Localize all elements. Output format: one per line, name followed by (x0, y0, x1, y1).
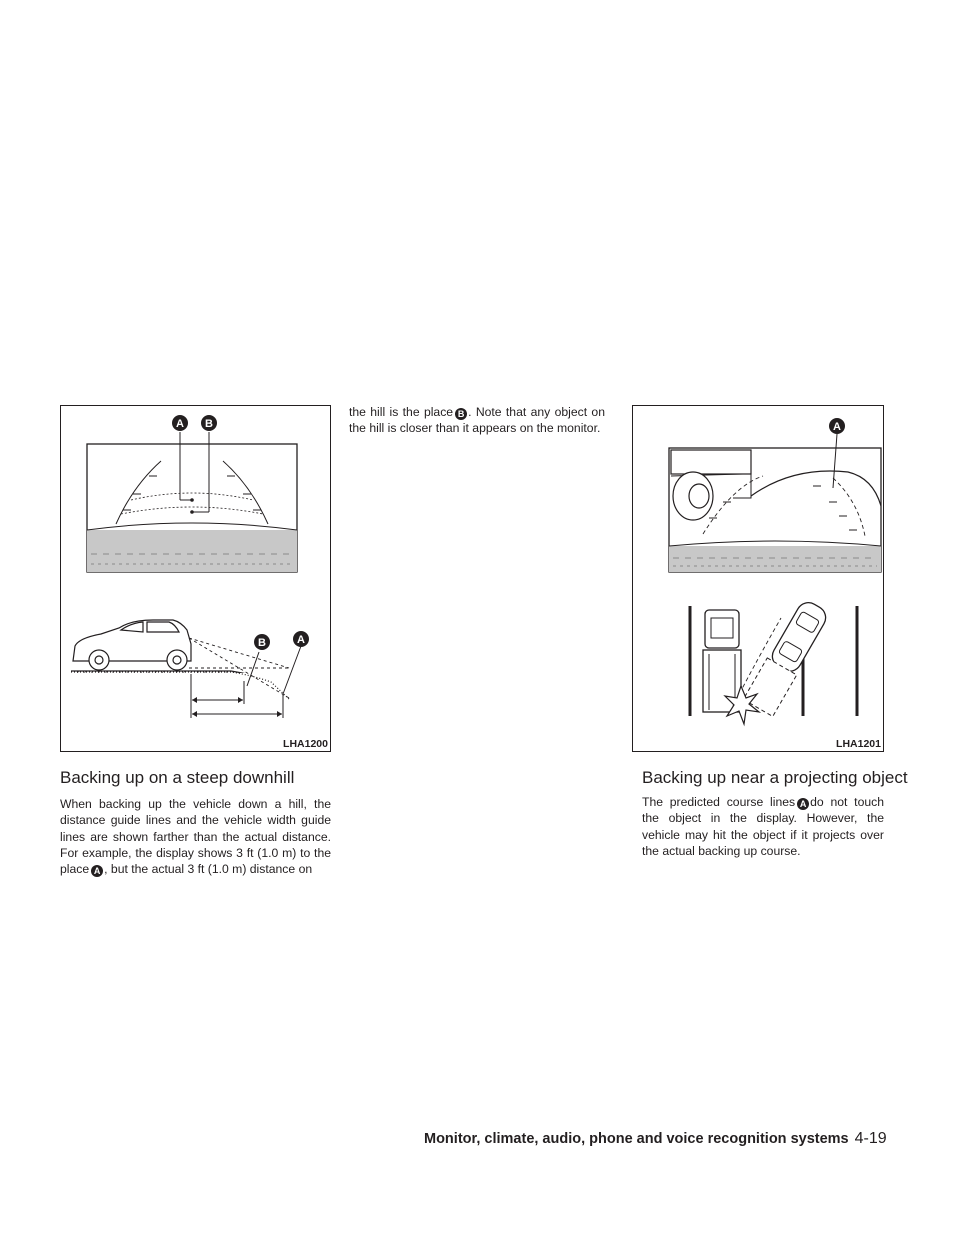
footer-section-title: Monitor, climate, audio, phone and voice recognition systems (424, 1131, 849, 1147)
callout-label-a: A (297, 634, 305, 646)
projecting-object-illustration (633, 406, 882, 750)
page-number: 4-19 (854, 1130, 887, 1147)
figure-code: LHA1200 (283, 738, 328, 750)
callout-label-b: B (258, 637, 266, 649)
page-footer (424, 1130, 887, 1148)
callout-a-icon: A (91, 865, 103, 877)
paragraph-downhill-1: When backing up the vehicle down a hill, the distance guide lines and the vehicle width guide lines are shown farther than the actual distance. For example, the display shows 3 ft (1.0 m) to the place A , but the actual 3 ft (1.0 m) distance on (60, 797, 331, 877)
paragraph-downhill-2: the hill is the place B . Note that any object on the hill is closer than it appears on the monitor. (349, 405, 605, 436)
heading-projecting-object: Backing up near a projecting object (642, 768, 908, 787)
callout-label-a: A (176, 418, 184, 430)
paragraph-projecting: The predicted course lines A do not touch the object in the display. However, the vehicle may hit the object if it projects over the actual backing up course. (642, 795, 884, 858)
figure-code: LHA1201 (836, 738, 881, 750)
callout-b-icon: B (455, 408, 467, 420)
callout-a-icon: A (797, 798, 809, 810)
callout-label-a: A (833, 421, 841, 433)
downhill-illustration (61, 406, 329, 750)
figure-steep-downhill (60, 405, 331, 752)
callout-label-b: B (205, 418, 213, 430)
heading-steep-downhill: Backing up on a steep downhill (60, 768, 295, 787)
figure-projecting-object (632, 405, 884, 752)
